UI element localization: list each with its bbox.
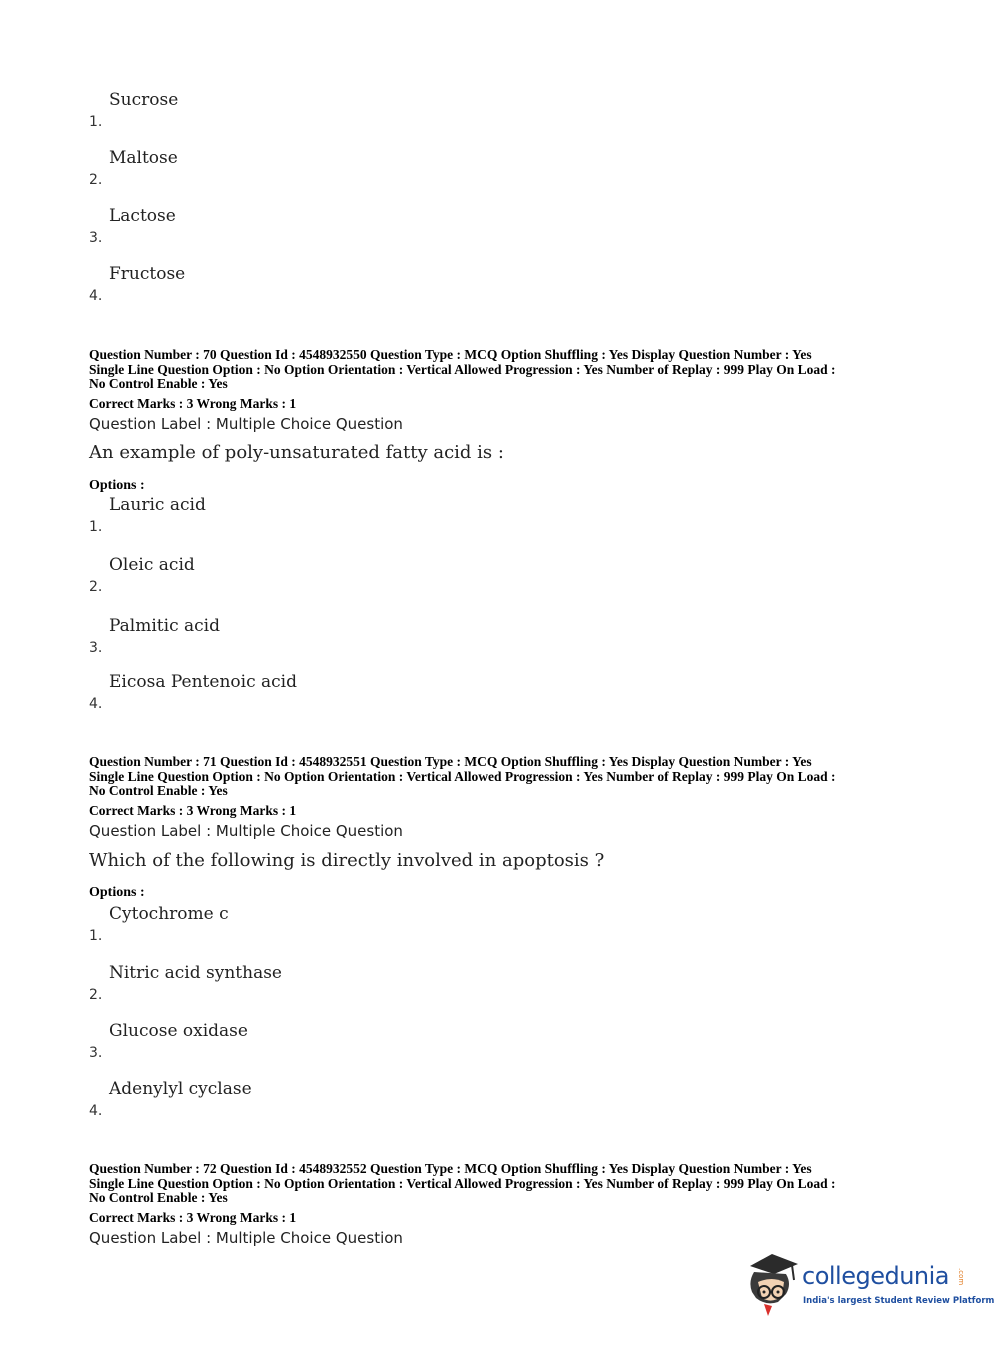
option-text: Cytochrome c xyxy=(109,904,229,924)
option-number: 1. xyxy=(89,519,103,535)
meta-line: Question Number : 71 Question Id : 4548932551 Question Type : MCQ Option Shuffling : Yes Display Question Number : Yes xyxy=(89,754,812,769)
meta-line: No Control Enable : Yes xyxy=(89,376,228,391)
meta-line: Question Number : 72 Question Id : 4548932552 Question Type : MCQ Option Shuffling : Yes Display Question Number : Yes xyxy=(89,1161,812,1176)
meta-line: No Control Enable : Yes xyxy=(89,1190,228,1205)
meta-line: Single Line Question Option : No Option Orientation : Vertical Allowed Progression : Yes Number of Replay : 999 Play On Load : xyxy=(89,768,836,784)
option-text: Palmitic acid xyxy=(109,616,220,636)
meta-line: Question Number : 70 Question Id : 4548932550 Question Type : MCQ Option Shuffling : Yes Display Question Number : Yes xyxy=(89,347,812,362)
option-text: Adenylyl cyclase xyxy=(109,1079,252,1099)
marks-info: Correct Marks : 3 Wrong Marks : 1 xyxy=(89,1210,297,1225)
option-number: 3. xyxy=(89,640,103,656)
brand-suffix: .com xyxy=(957,1268,965,1286)
option-number: 1. xyxy=(89,928,103,944)
option-text: Lactose xyxy=(109,206,176,226)
options-heading: Options : xyxy=(89,885,145,900)
question-meta xyxy=(89,755,919,799)
option-number: 4. xyxy=(89,1103,103,1119)
option-number: 1. xyxy=(89,114,103,130)
question-label: Question Label : Multiple Choice Question xyxy=(89,415,403,433)
option-number: 3. xyxy=(89,230,103,246)
option-number: 2. xyxy=(89,172,103,188)
question-meta xyxy=(89,348,919,392)
option-number: 3. xyxy=(89,1045,103,1061)
question-label: Question Label : Multiple Choice Question xyxy=(89,1229,403,1247)
collegedunia-logo xyxy=(742,1248,995,1318)
marks-info: Correct Marks : 3 Wrong Marks : 1 xyxy=(89,803,297,818)
option-text: Fructose xyxy=(109,264,186,284)
option-text: Nitric acid synthase xyxy=(109,963,282,983)
option-text: Maltose xyxy=(109,148,178,168)
option-number: 2. xyxy=(89,579,103,595)
option-text: Glucose oxidase xyxy=(109,1021,248,1041)
option-text: Lauric acid xyxy=(109,495,206,515)
brand-tagline: India's largest Student Review Platform xyxy=(803,1296,995,1306)
option-number: 4. xyxy=(89,288,103,304)
meta-line: Single Line Question Option : No Option Orientation : Vertical Allowed Progression : Yes Number of Replay : 999 Play On Load : xyxy=(89,1175,836,1191)
option-text: Sucrose xyxy=(109,90,179,110)
option-number: 4. xyxy=(89,696,103,712)
meta-line: No Control Enable : Yes xyxy=(89,783,228,798)
question-text: An example of poly-unsaturated fatty acid is : xyxy=(89,442,504,463)
marks-info: Correct Marks : 3 Wrong Marks : 1 xyxy=(89,396,297,411)
mascot-icon xyxy=(742,1248,802,1318)
meta-line: Single Line Question Option : No Option Orientation : Vertical Allowed Progression : Yes Number of Replay : 999 Play On Load : xyxy=(89,361,836,377)
option-text: Eicosa Pentenoic acid xyxy=(109,672,297,692)
question-label: Question Label : Multiple Choice Question xyxy=(89,822,403,840)
options-heading: Options : xyxy=(89,478,145,493)
option-text: Oleic acid xyxy=(109,555,195,575)
question-meta xyxy=(89,1162,919,1206)
option-number: 2. xyxy=(89,987,103,1003)
question-text: Which of the following is directly involved in apoptosis ? xyxy=(89,850,605,871)
brand-name: collegedunia xyxy=(802,1262,950,1290)
